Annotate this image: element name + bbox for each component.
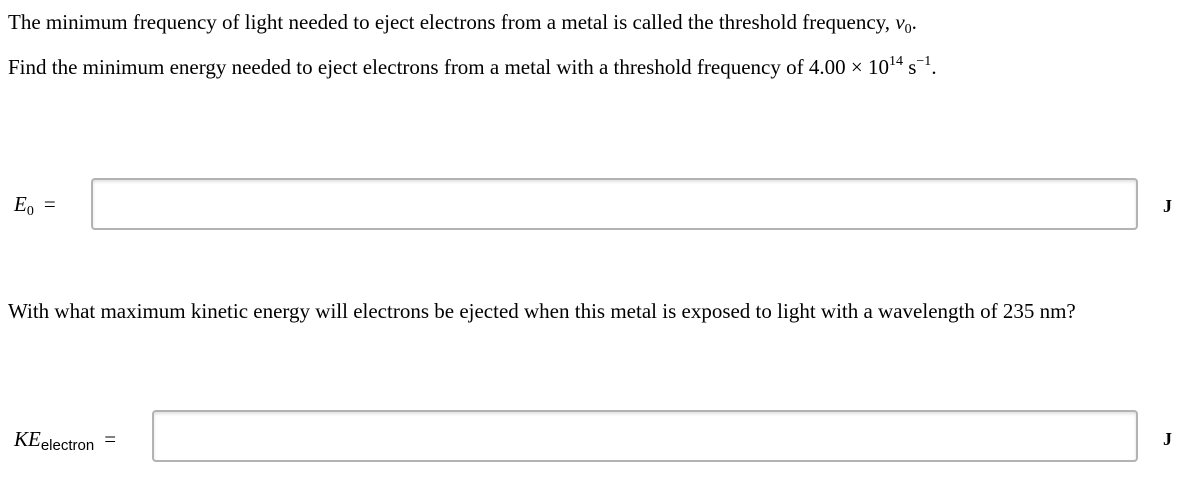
nu-symbol: ν	[895, 10, 905, 34]
nu-subscript: 0	[904, 22, 912, 37]
part1-unit-exponent: −1	[916, 54, 932, 69]
part1-exponent: 14	[888, 54, 903, 69]
ke-label	[14, 427, 116, 452]
e0-label	[14, 192, 56, 217]
e0-answer-input[interactable]	[91, 178, 1138, 230]
e0-equals: =	[43, 192, 56, 216]
intro-text	[8, 10, 917, 35]
ke-unit: J	[1163, 429, 1172, 449]
part1-question	[8, 55, 937, 80]
part1-unit: s	[902, 55, 917, 79]
intro-period: .	[911, 10, 917, 34]
intro-text-body: The minimum frequency of light needed to eject electrons from a metal is called the threshold frequency,	[8, 10, 896, 34]
ke-label-sub: electron	[40, 437, 95, 454]
ke-equals: =	[104, 427, 117, 451]
ke-answer-input[interactable]	[152, 410, 1138, 462]
part1-text: Find the minimum energy needed to eject electrons from a metal with a threshold frequency of 4.00 × 10	[8, 55, 889, 79]
e0-unit: J	[1163, 196, 1172, 216]
part1-period: .	[931, 55, 937, 79]
e0-label-sub: 0	[26, 204, 34, 219]
part2-question: With what maximum kinetic energy will electrons be ejected when this metal is exposed to light with a wavelength of 235 nm?	[8, 299, 1076, 323]
ke-label-main: KE	[14, 427, 41, 451]
e0-label-main: E	[14, 192, 27, 216]
